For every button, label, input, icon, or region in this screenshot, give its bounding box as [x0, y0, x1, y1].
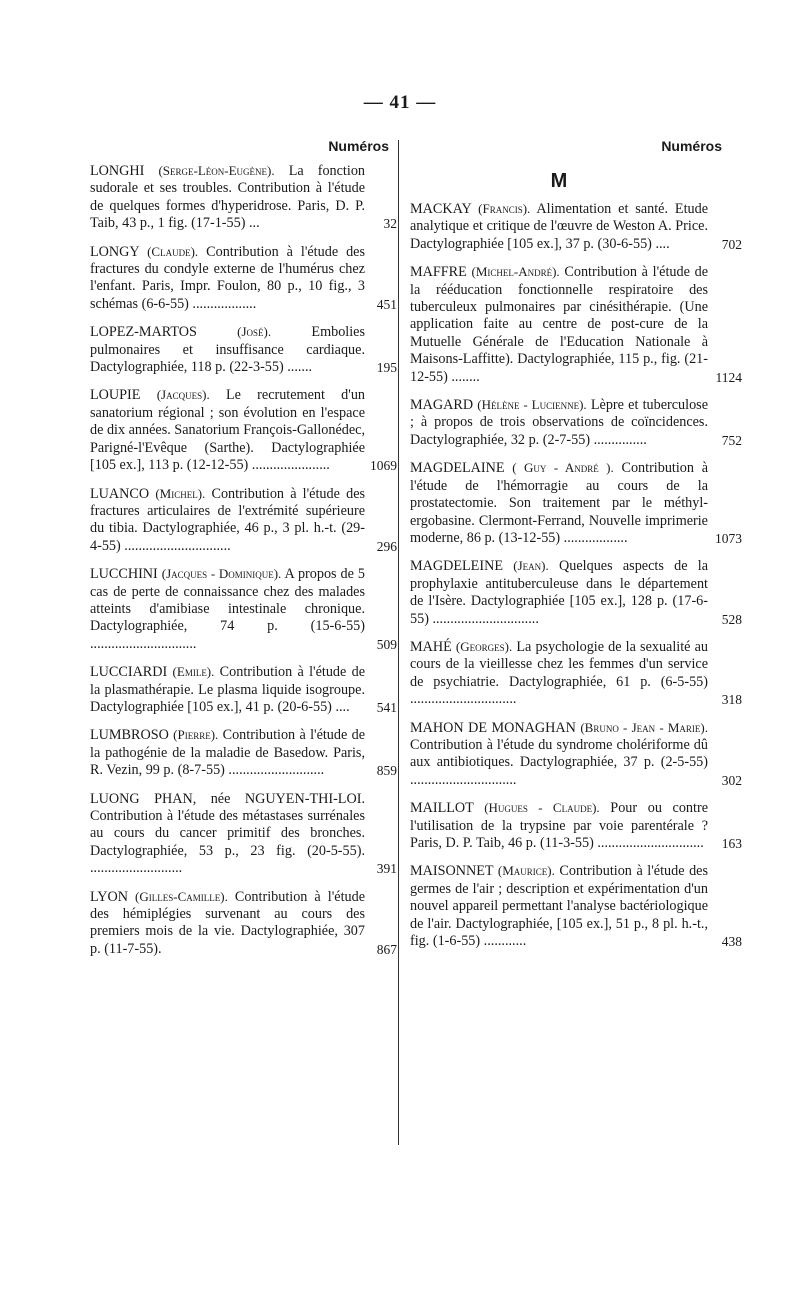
index-entry	[410, 557, 742, 628]
entry-description: Contribution à l'étude des hémiplégies survenant au cours des premiers mois de la vie. Dactylographiée, 307 p. (11-7-55).	[90, 888, 365, 957]
entry-author-surname: MAGARD	[410, 397, 474, 414]
index-entry	[410, 459, 742, 547]
left-entries-list	[90, 162, 397, 958]
entry-author-surname: MAGDELEINE	[410, 558, 503, 575]
entry-description: La fonction sudorale et ses troubles. Contribution à l'étude de quelques formes d'hyperidrose. Paris, D. P. Taib, 43 p., 1 fig. (17-1-55) ...	[90, 163, 366, 232]
index-entry	[410, 862, 742, 950]
entry-description: Contribution à l'étude de l'hémorragie au cours de la prostatectomie. Son traitement par le méthyl-ergobasine. Clermont-Ferrand, Nouvelle imprimerie moderne, 86 p. (13-12-55) ..................	[410, 460, 709, 546]
entry-author-surname: MAHÉ	[410, 638, 452, 655]
column-heading-right: Numéros	[661, 138, 722, 154]
entry-author-surname: LOPEZ-MARTOS	[90, 324, 197, 341]
entry-number: 1124	[715, 369, 742, 385]
entry-number: 195	[376, 360, 397, 376]
index-entry	[410, 719, 742, 790]
index-entry	[90, 323, 397, 376]
entry-description: Contribution à l'étude de la pathogénie de la maladie de Basedow. Paris, R. Vezin, 99 p. (8-7-55) ...........................	[90, 727, 366, 779]
entry-author-given: ( Guy - André ).	[512, 460, 614, 476]
right-column	[410, 138, 742, 960]
left-column	[90, 138, 397, 968]
entry-author-surname: MACKAY	[410, 201, 472, 217]
entry-description: La psychologie de la sexualité au cours de la vieillesse chez les femmes d'un service de psychiatrie. Dactylographiée, 61 p. (6-5-55) ..............................	[410, 638, 708, 708]
entry-author-given: (Michel).	[155, 485, 206, 501]
entry-description: Contribution à l'étude des métastases surrénales au cours du cancer primitif des bronches. Dactylographiée, 53 p., 23 fig. (20-5-55). ..........................	[90, 808, 365, 877]
entry-author-given: (Francis).	[478, 201, 531, 216]
entry-number: 1073	[715, 530, 742, 546]
entry-description: Lèpre et tuberculose ; à propos de trois observations de coïncidences. Dactylographiée, 32 p. (2-7-55) ...............	[410, 397, 708, 448]
entry-author-surname: LUCCIARDI	[90, 664, 168, 681]
index-entry	[410, 799, 742, 852]
index-entry	[90, 565, 397, 653]
entry-number: 32	[383, 216, 397, 232]
entry-number: 302	[721, 772, 742, 788]
entry-author-given: (Jacques - Dominique).	[161, 566, 282, 582]
entry-author-surname: LOUPIE	[90, 387, 141, 404]
entry-description: Contribution à l'étude de la rééducation fonctionnelle respiratoire des tuberculeux pulmonaires par cinésithérapie. (Une application faite au centre de post-cure de la Mutuelle Générale de l'Education Nationale à Maisons-Laffitte). Dactylographiée, 115 p., fig. (21-12-55) ........	[410, 264, 708, 385]
entry-number: 867	[376, 941, 397, 957]
entry-description: Contribution à l'étude des fractures du condyle externe de l'humérus chez l'enfant. Paris, Impr. Foulon, 80 p., 10 fig., 3 schémas (6-6-55) ..................	[90, 243, 365, 312]
page-number: — 41 —	[363, 92, 437, 113]
index-entry	[90, 485, 397, 556]
entry-number: 451	[376, 296, 397, 312]
entry-author-given: (Hugues - Claude).	[484, 800, 600, 816]
column-divider	[398, 140, 399, 1145]
entry-author-given: (Michel-André).	[471, 264, 560, 280]
entry-author-surname: LYON	[90, 888, 128, 905]
entry-author-given: (José).	[237, 324, 272, 340]
entry-number: 752	[721, 432, 742, 448]
index-entry	[90, 243, 397, 314]
index-entry	[90, 790, 397, 878]
entry-number: 391	[376, 861, 397, 877]
entry-author-surname: MAFFRE	[410, 264, 467, 281]
entry-author-surname: LUANCO	[90, 485, 150, 502]
entry-description: Quelques aspects de la prophylaxie antituberculeuse dans le département de l'Isère. Dactylographiée [105 ex.], 128 p. (17-6-55) ..............................	[410, 558, 709, 627]
entry-description: Contribution à l'étude des germes de l'air ; description et expérimentation d'un nouvel appareil permettant l'analyse bactériologique de l'air. Dactylographiée, [105 ex.], 51 p., 8 pl. h.-t., fig. (1-6-55) ............	[410, 863, 709, 950]
entry-number: 163	[721, 836, 742, 851]
column-heading-left: Numéros	[328, 138, 389, 154]
entry-author-surname: MAHON DE MONAGHAN	[410, 719, 576, 736]
entry-number: 296	[376, 538, 397, 554]
entry-number: 438	[721, 934, 742, 950]
entry-number: 318	[721, 692, 742, 708]
entry-author-given: (Georges).	[455, 638, 513, 654]
entry-number: 541	[376, 699, 397, 715]
entry-author-given: (Jacques).	[156, 387, 210, 403]
entry-number: 528	[721, 611, 742, 627]
entry-author-surname: MAILLOT	[410, 800, 474, 817]
entry-description: Embolies pulmonaires et insuffisance cardiaque. Dactylographiée, 118 p. (22-3-55) .......	[90, 324, 365, 376]
entry-author-surname: LONGHI	[90, 163, 145, 179]
entry-author-surname: LUONG PHAN, née NGUYEN-THI-LOI.	[90, 790, 365, 807]
right-entries-list	[410, 200, 742, 950]
entry-number: 509	[376, 636, 397, 652]
index-entry	[90, 162, 397, 233]
entry-number: 702	[721, 236, 742, 252]
entry-description: Pour ou contre l'utilisation de la trypsine par voie parentérale ? Paris, D. P. Taib, 46 p. (11-3-55) ..............................	[410, 800, 708, 851]
entry-number: 1069	[370, 458, 397, 474]
index-entry	[90, 888, 397, 959]
index-entry	[410, 638, 742, 709]
entry-author-given: (Jean).	[513, 558, 549, 574]
entry-author-given: (Claude).	[147, 243, 199, 259]
entry-author-surname: LONGY	[90, 243, 140, 260]
entry-author-given: (Emile).	[172, 664, 215, 680]
entry-author-given: (Serge-Léon-Eugène).	[158, 163, 275, 178]
entry-author-surname: MAGDELAINE	[410, 460, 505, 477]
index-entry	[410, 396, 742, 449]
entry-description: Le recrutement d'un sanatorium régional ; son évolution en l'espace de dix années. Sanatorium François-Gallonédec, Parigné-l'Evêque (Sarthe). Dactylographiée [105 ex.], 113 p. (12-12-55) ......................	[90, 387, 366, 474]
index-entry	[90, 663, 397, 716]
entry-description: Alimentation et santé. Etude analytique et critique de l'œuvre de Weston A. Price. Dactylographiée [105 ex.], 37 p. (30-6-55) ....	[410, 201, 708, 252]
entry-description: Contribution à l'étude de la plasmathérapie. Le plasma liquide isogroupe. Dactylographiée [105 ex.], 41 p. (20-6-55) ....	[90, 664, 365, 715]
entry-author-surname: MAISONNET	[410, 863, 494, 880]
entry-author-given: (Maurice).	[497, 863, 555, 879]
index-entry	[90, 726, 397, 779]
entry-number: 859	[376, 763, 397, 779]
entry-author-given: (Hélène - Lucienne).	[477, 397, 587, 413]
entry-description: Contribution à l'étude des fractures articulaires de l'extrémité supérieure du tibia. Dactylographiée, 46 p., 3 pl. h.-t. (29-4-55) ..............................	[90, 485, 366, 554]
index-entry	[90, 386, 397, 474]
entry-author-surname: LUCCHINI	[90, 566, 158, 583]
entry-description: Contribution à l'étude du syndrome cholériforme dû aux antibiotiques. Dactylographiée, 37 p. (2-5-55) ..............................	[410, 736, 708, 788]
index-entry	[410, 200, 742, 253]
index-entry	[410, 263, 742, 386]
entry-author-surname: LUMBROSO	[90, 727, 169, 744]
entry-author-given: (Pierre).	[173, 727, 219, 743]
entry-author-given: (Gilles-Camille).	[135, 888, 228, 904]
entry-description: A propos de 5 cas de perte de connaissance chez des malades atteints d'amibiase intestinale chronique. Dactylographiée, 74 p. (15-6-55) ..............................	[90, 566, 365, 652]
entry-author-given: (Bruno - Jean - Marie).	[580, 719, 708, 735]
section-letter: M	[550, 170, 568, 192]
